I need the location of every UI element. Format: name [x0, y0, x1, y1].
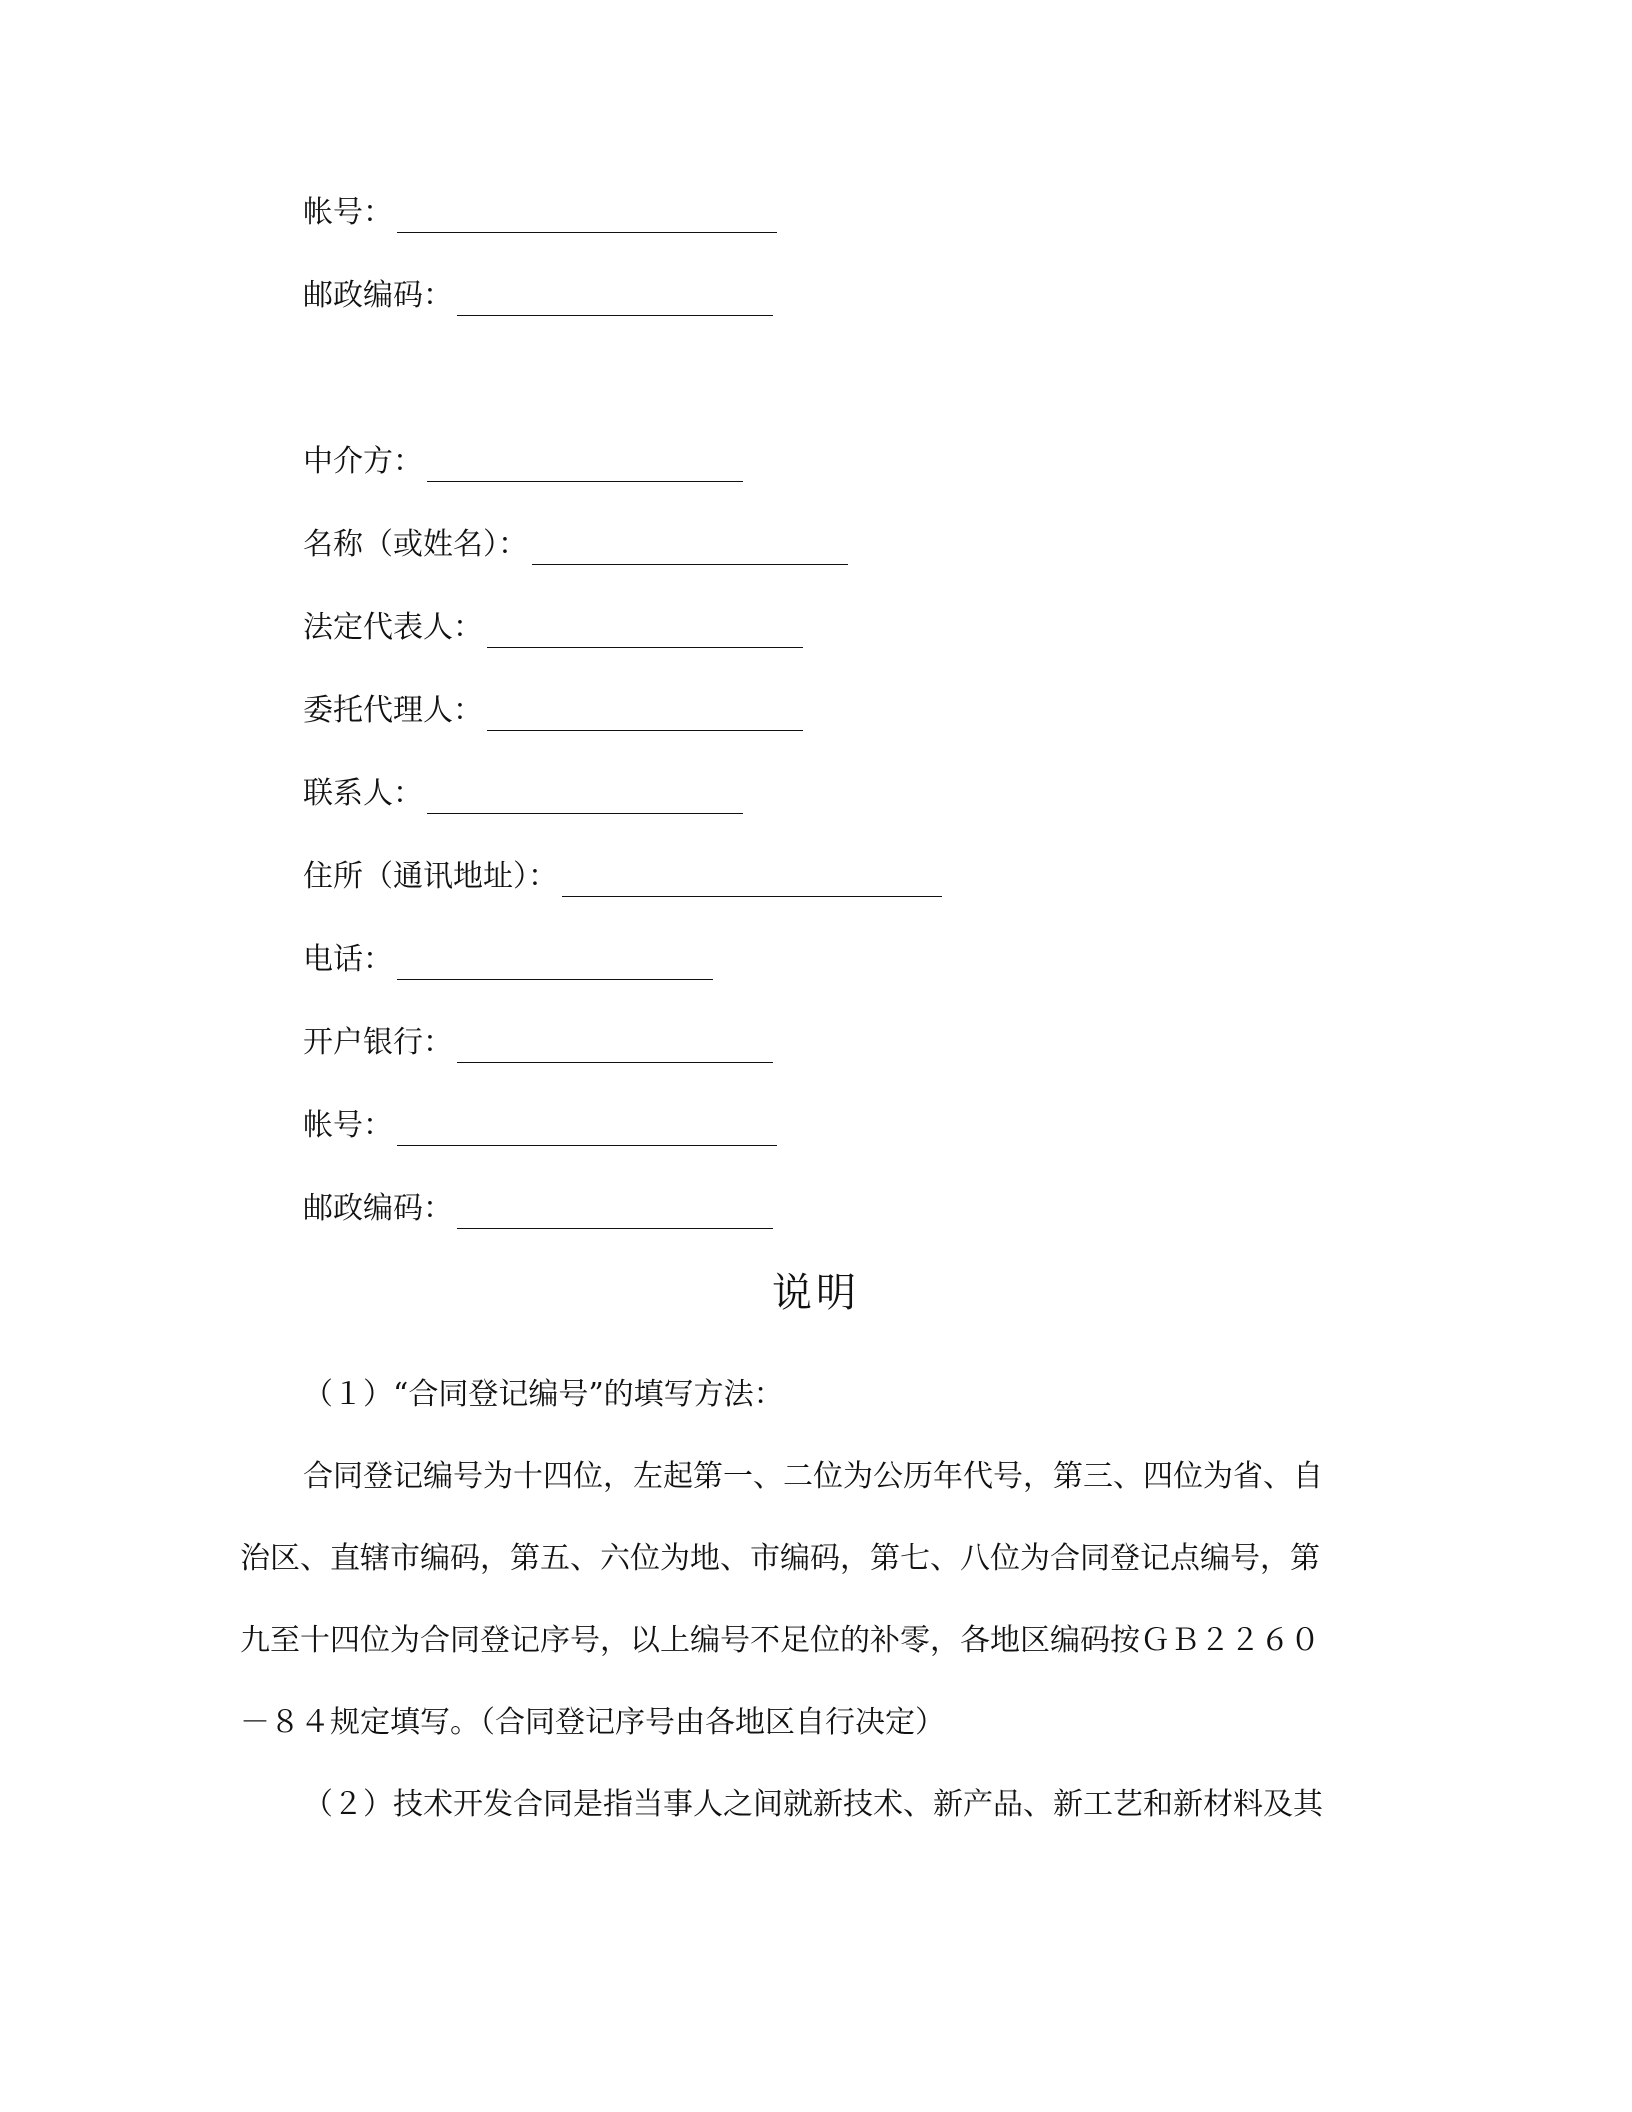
address-field	[303, 849, 942, 897]
account-field-2	[303, 1098, 777, 1146]
intermediary-blank[interactable]	[427, 447, 743, 482]
intermediary-field	[303, 434, 743, 482]
item2-line-1: （２）技术开发合同是指当事人之间就新技术、新产品、新工艺和新材料及其	[303, 1787, 1323, 1822]
phone-field	[303, 932, 713, 980]
bank-label: 开户银行：	[303, 1025, 453, 1060]
postal-code-field	[303, 268, 773, 316]
account-blank[interactable]	[397, 198, 777, 233]
name-field	[303, 517, 848, 565]
phone-label: 电话：	[303, 942, 393, 977]
item1-line-3: 九至十四位为合同登记序号，以上编号不足位的补零，各地区编码按ＧＢ２２６０	[240, 1623, 1320, 1658]
contact-field	[303, 766, 743, 814]
agent-label: 委托代理人：	[303, 693, 483, 728]
postal-code-label-2: 邮政编码：	[303, 1191, 453, 1226]
section-title: 说明	[772, 1270, 860, 1316]
postal-code-blank-2[interactable]	[457, 1194, 773, 1229]
account-blank-2[interactable]	[397, 1111, 777, 1146]
agent-blank[interactable]	[487, 696, 803, 731]
name-blank[interactable]	[532, 530, 848, 565]
legal-rep-field	[303, 600, 803, 648]
account-label-2: 帐号：	[303, 1108, 393, 1143]
item1-line-1: 合同登记编号为十四位，左起第一、二位为公历年代号，第三、四位为省、自	[303, 1459, 1323, 1494]
item1-line-2: 治区、直辖市编码，第五、六位为地、市编码，第七、八位为合同登记点编号，第	[240, 1541, 1320, 1576]
name-label: 名称（或姓名）：	[303, 527, 528, 562]
phone-blank[interactable]	[397, 945, 713, 980]
intermediary-label: 中介方：	[303, 444, 423, 479]
item1-heading: （１）“合同登记编号”的填写方法：	[303, 1377, 784, 1412]
account-field	[303, 185, 777, 233]
contact-blank[interactable]	[427, 779, 743, 814]
bank-blank[interactable]	[457, 1028, 773, 1063]
postal-code-blank[interactable]	[457, 281, 773, 316]
postal-code-field-2	[303, 1181, 773, 1229]
bank-field	[303, 1015, 773, 1063]
legal-rep-blank[interactable]	[487, 613, 803, 648]
address-blank[interactable]	[562, 862, 942, 897]
account-label: 帐号：	[303, 195, 393, 230]
agent-field	[303, 683, 803, 731]
address-label: 住所（通讯地址）：	[303, 859, 558, 894]
item1-line-4: －８４规定填写。（合同登记序号由各地区自行决定）	[240, 1705, 945, 1740]
postal-code-label: 邮政编码：	[303, 278, 453, 313]
legal-rep-label: 法定代表人：	[303, 610, 483, 645]
contact-label: 联系人：	[303, 776, 423, 811]
